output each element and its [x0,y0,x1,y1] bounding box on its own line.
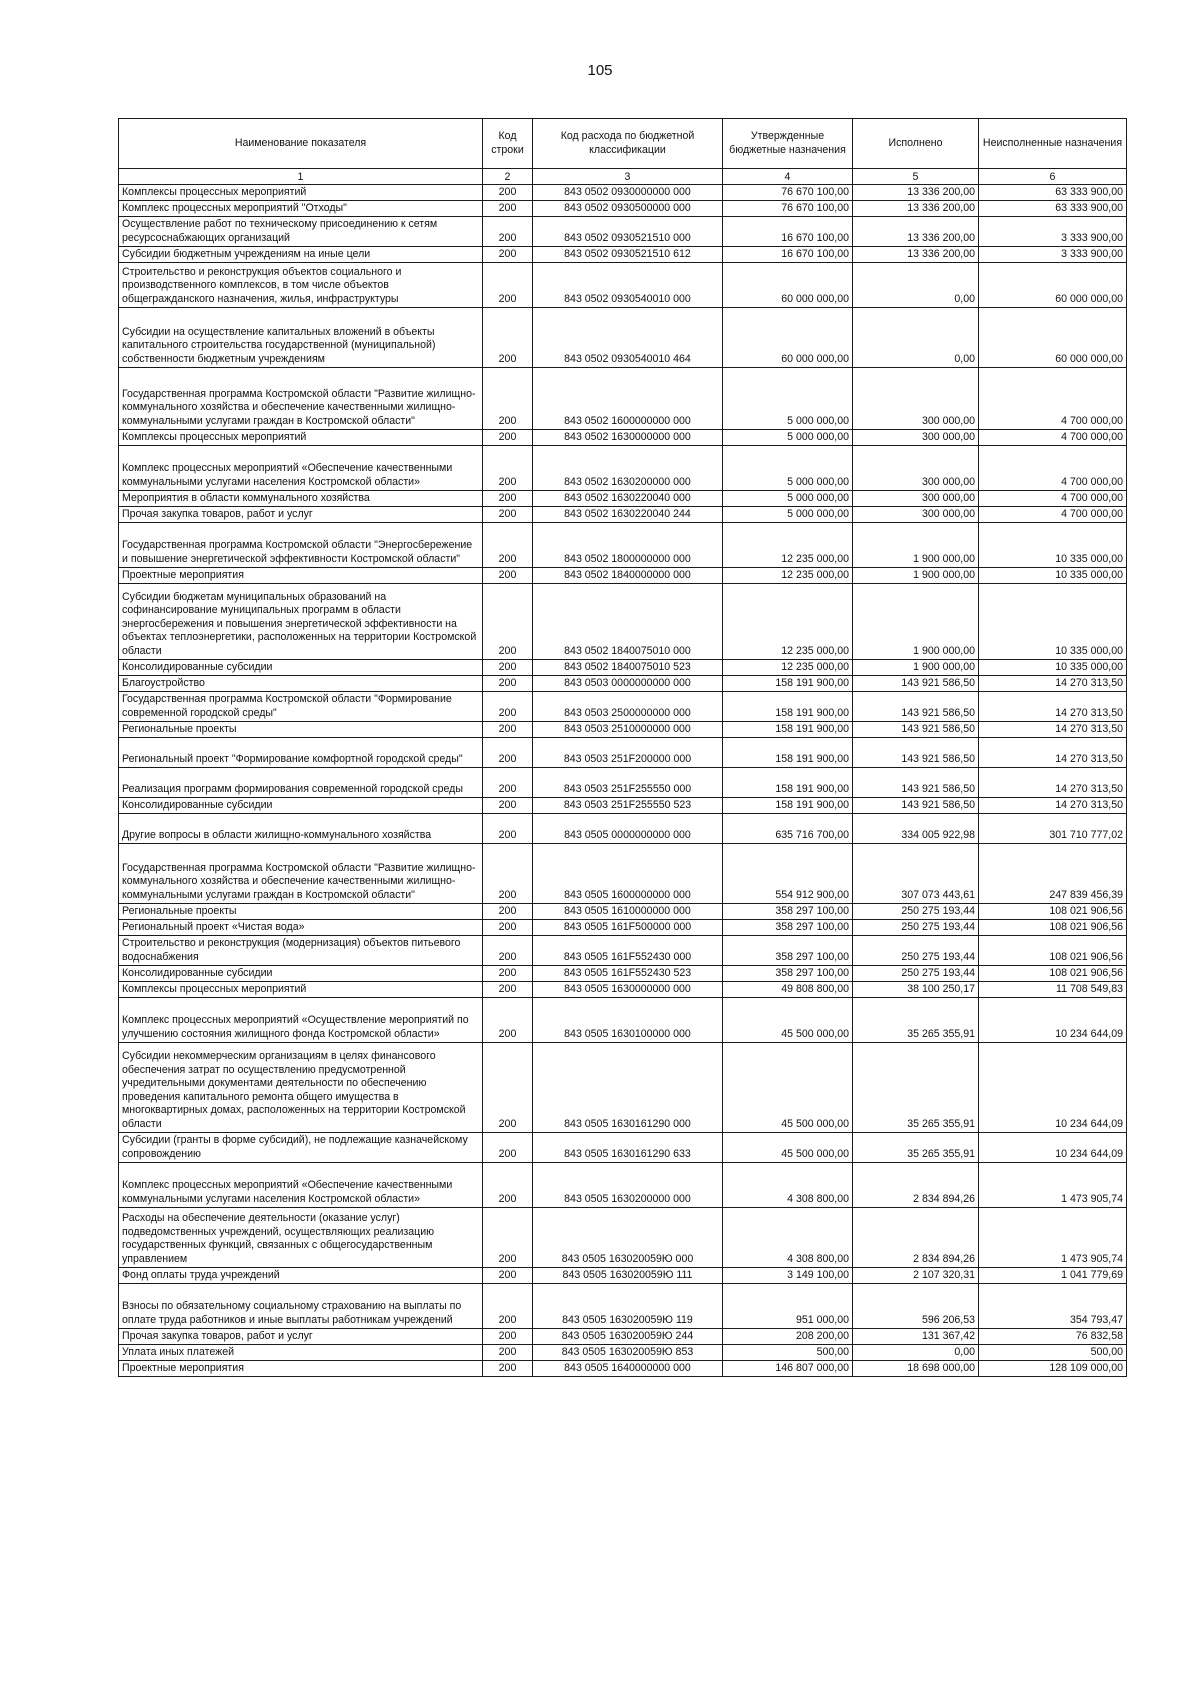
row-classification-code: 843 0502 0930521510 000 [533,217,723,247]
row-classification-code: 843 0505 1600000000 000 [533,844,723,904]
row-approved-amount: 12 235 000,00 [723,660,853,676]
row-name: Благоустройство [119,676,483,692]
row-executed-amount: 300 000,00 [853,507,979,523]
row-unexecuted-amount: 500,00 [979,1345,1127,1361]
header-budget-classification-code: Код расхода по бюджетной классификации [533,119,723,169]
row-executed-amount: 143 921 586,50 [853,692,979,722]
row-approved-amount: 5 000 000,00 [723,430,853,446]
row-line-code: 200 [483,568,533,584]
row-name: Комплексы процессных мероприятий [119,430,483,446]
row-executed-amount: 307 073 443,61 [853,844,979,904]
row-classification-code: 843 0503 2510000000 000 [533,722,723,738]
row-name: Консолидированные субсидии [119,798,483,814]
row-unexecuted-amount: 3 333 900,00 [979,217,1127,247]
row-executed-amount: 143 921 586,50 [853,722,979,738]
row-executed-amount: 0,00 [853,1345,979,1361]
column-number: 2 [483,169,533,185]
row-unexecuted-amount: 4 700 000,00 [979,491,1127,507]
row-executed-amount: 13 336 200,00 [853,201,979,217]
row-unexecuted-amount: 1 473 905,74 [979,1163,1127,1208]
table-row [119,507,1127,523]
row-executed-amount: 143 921 586,50 [853,676,979,692]
row-executed-amount: 2 834 894,26 [853,1163,979,1208]
row-classification-code: 843 0505 163020059Ю 853 [533,1345,723,1361]
page-number: 105 [587,62,613,79]
table-row [119,247,1127,263]
table-row [119,491,1127,507]
row-unexecuted-amount: 4 700 000,00 [979,507,1127,523]
row-name: Консолидированные субсидии [119,660,483,676]
row-executed-amount: 596 206,53 [853,1284,979,1329]
row-approved-amount: 158 191 900,00 [723,676,853,692]
row-approved-amount: 60 000 000,00 [723,308,853,368]
row-approved-amount: 158 191 900,00 [723,722,853,738]
row-name: Субсидии некоммерческим организациям в целях финансового обеспечения затрат по осуществлению предусмотренной учредительными документами деятельности по обеспечению проведения капитального ремонта общего имущества в многоквартирных домах, расположенных на территории Костромской области [119,1043,483,1133]
row-unexecuted-amount: 4 700 000,00 [979,368,1127,430]
row-classification-code: 843 0505 1630100000 000 [533,998,723,1043]
row-name: Уплата иных платежей [119,1345,483,1361]
row-executed-amount: 38 100 250,17 [853,982,979,998]
row-approved-amount: 358 297 100,00 [723,904,853,920]
row-line-code: 200 [483,844,533,904]
row-classification-code: 843 0505 161F552430 000 [533,936,723,966]
row-unexecuted-amount: 11 708 549,83 [979,982,1127,998]
row-executed-amount: 2 834 894,26 [853,1208,979,1268]
row-classification-code: 843 0505 1630000000 000 [533,982,723,998]
row-approved-amount: 45 500 000,00 [723,998,853,1043]
row-line-code: 200 [483,523,533,568]
row-line-code: 200 [483,1163,533,1208]
row-unexecuted-amount: 108 021 906,56 [979,920,1127,936]
row-classification-code: 843 0505 1630161290 000 [533,1043,723,1133]
row-name: Государственная программа Костромской области "Развитие жилищно-коммунального хозяйства и обеспечение качественными жилищно-коммунальными услугами граждан в Костромской области" [119,844,483,904]
row-executed-amount: 250 275 193,44 [853,966,979,982]
table-row [119,368,1127,430]
table-row [119,814,1127,844]
row-line-code: 200 [483,936,533,966]
row-unexecuted-amount: 60 000 000,00 [979,263,1127,308]
row-line-code: 200 [483,430,533,446]
row-approved-amount: 5 000 000,00 [723,368,853,430]
row-approved-amount: 358 297 100,00 [723,966,853,982]
row-classification-code: 843 0505 1610000000 000 [533,904,723,920]
row-approved-amount: 5 000 000,00 [723,491,853,507]
row-executed-amount: 13 336 200,00 [853,185,979,201]
row-unexecuted-amount: 108 021 906,56 [979,904,1127,920]
row-name: Проектные мероприятия [119,1361,483,1377]
row-unexecuted-amount: 14 270 313,50 [979,676,1127,692]
header-unexecuted-appropriations: Неисполненные назначения [979,119,1127,169]
column-number-row [119,169,1127,185]
row-approved-amount: 158 191 900,00 [723,768,853,798]
row-unexecuted-amount: 108 021 906,56 [979,936,1127,966]
row-classification-code: 843 0502 1630220040 244 [533,507,723,523]
row-name: Государственная программа Костромской области "Энергосбережение и повышение энергетической эффективности Костромской области" [119,523,483,568]
row-name: Субсидии бюджетам муниципальных образований на софинансирование муниципальных программ в области энергосбережения и повышения энергетической эффективности на объектах теплоэнергетики, расположенных на территории Костромской области [119,584,483,660]
row-unexecuted-amount: 10 335 000,00 [979,523,1127,568]
row-approved-amount: 358 297 100,00 [723,936,853,966]
row-classification-code: 843 0502 1630220040 000 [533,491,723,507]
row-executed-amount: 300 000,00 [853,430,979,446]
table-row [119,201,1127,217]
row-name: Строительство и реконструкция (модернизация) объектов питьевого водоснабжения [119,936,483,966]
row-name: Осуществление работ по техническому присоединению к сетям ресурсоснабжающих организаций [119,217,483,247]
row-line-code: 200 [483,904,533,920]
row-classification-code: 843 0502 1630200000 000 [533,446,723,491]
table-row [119,1345,1127,1361]
row-unexecuted-amount: 60 000 000,00 [979,308,1127,368]
column-number: 1 [119,169,483,185]
table-header-row [119,119,1127,169]
row-name: Комплекс процессных мероприятий «Обеспечение качественными коммунальными услугами населения Костромской области» [119,1163,483,1208]
row-name: Региональный проект "Формирование комфортной городской среды" [119,738,483,768]
row-line-code: 200 [483,1361,533,1377]
row-approved-amount: 45 500 000,00 [723,1133,853,1163]
row-approved-amount: 45 500 000,00 [723,1043,853,1133]
row-classification-code: 843 0503 251F255550 523 [533,798,723,814]
row-unexecuted-amount: 14 270 313,50 [979,738,1127,768]
table-row [119,1133,1127,1163]
row-classification-code: 843 0502 1840075010 000 [533,584,723,660]
row-classification-code: 843 0505 1630161290 633 [533,1133,723,1163]
row-unexecuted-amount: 10 335 000,00 [979,660,1127,676]
row-line-code: 200 [483,446,533,491]
row-classification-code: 843 0505 1630200000 000 [533,1163,723,1208]
row-approved-amount: 76 670 100,00 [723,185,853,201]
row-unexecuted-amount: 14 270 313,50 [979,692,1127,722]
row-line-code: 200 [483,584,533,660]
table-row [119,185,1127,201]
row-executed-amount: 334 005 922,98 [853,814,979,844]
row-classification-code: 843 0502 1630000000 000 [533,430,723,446]
row-executed-amount: 1 900 000,00 [853,584,979,660]
row-name: Мероприятия в области коммунального хозяйства [119,491,483,507]
row-unexecuted-amount: 1 473 905,74 [979,1208,1127,1268]
row-executed-amount: 143 921 586,50 [853,768,979,798]
row-classification-code: 843 0502 0930500000 000 [533,201,723,217]
row-executed-amount: 300 000,00 [853,368,979,430]
header-indicator-name: Наименование показателя [119,119,483,169]
budget-execution-table [118,118,1127,1377]
row-approved-amount: 76 670 100,00 [723,201,853,217]
row-classification-code: 843 0502 0930540010 464 [533,308,723,368]
row-name: Реализация программ формирования современной городской среды [119,768,483,798]
table-row [119,1208,1127,1268]
table-row [119,430,1127,446]
table-row [119,446,1127,491]
table-row [119,1268,1127,1284]
table-body [119,185,1127,1377]
row-executed-amount: 131 367,42 [853,1329,979,1345]
row-approved-amount: 12 235 000,00 [723,523,853,568]
row-unexecuted-amount: 4 700 000,00 [979,446,1127,491]
row-executed-amount: 250 275 193,44 [853,936,979,966]
row-name: Консолидированные субсидии [119,966,483,982]
row-name: Проектные мероприятия [119,568,483,584]
row-executed-amount: 18 698 000,00 [853,1361,979,1377]
row-line-code: 200 [483,982,533,998]
header-executed: Исполнено [853,119,979,169]
row-approved-amount: 5 000 000,00 [723,446,853,491]
row-line-code: 200 [483,814,533,844]
row-name: Фонд оплаты труда учреждений [119,1268,483,1284]
row-approved-amount: 146 807 000,00 [723,1361,853,1377]
row-line-code: 200 [483,692,533,722]
row-line-code: 200 [483,722,533,738]
row-approved-amount: 12 235 000,00 [723,584,853,660]
row-executed-amount: 300 000,00 [853,491,979,507]
row-approved-amount: 358 297 100,00 [723,920,853,936]
table-row [119,998,1127,1043]
row-unexecuted-amount: 1 041 779,69 [979,1268,1127,1284]
row-line-code: 200 [483,368,533,430]
row-line-code: 200 [483,247,533,263]
row-name: Субсидии (гранты в форме субсидий), не подлежащие казначейскому сопровождению [119,1133,483,1163]
row-line-code: 200 [483,676,533,692]
row-executed-amount: 300 000,00 [853,446,979,491]
table-row [119,692,1127,722]
row-line-code: 200 [483,768,533,798]
row-classification-code: 843 0503 2500000000 000 [533,692,723,722]
row-executed-amount: 13 336 200,00 [853,247,979,263]
row-unexecuted-amount: 10 234 644,09 [979,1043,1127,1133]
header-approved-appropriations: Утвержденные бюджетные назначения [723,119,853,169]
row-classification-code: 843 0502 1600000000 000 [533,368,723,430]
row-executed-amount: 143 921 586,50 [853,738,979,768]
table-row [119,768,1127,798]
row-line-code: 200 [483,507,533,523]
row-executed-amount: 1 900 000,00 [853,660,979,676]
row-executed-amount: 35 265 355,91 [853,1133,979,1163]
row-line-code: 200 [483,1329,533,1345]
table-row [119,308,1127,368]
row-name: Прочая закупка товаров, работ и услуг [119,507,483,523]
row-executed-amount: 35 265 355,91 [853,998,979,1043]
row-line-code: 200 [483,998,533,1043]
row-classification-code: 843 0502 0930540010 000 [533,263,723,308]
row-classification-code: 843 0502 0930521510 612 [533,247,723,263]
row-executed-amount: 35 265 355,91 [853,1043,979,1133]
row-unexecuted-amount: 10 234 644,09 [979,998,1127,1043]
table-row [119,660,1127,676]
header-line-code: Код строки [483,119,533,169]
row-unexecuted-amount: 10 335 000,00 [979,568,1127,584]
row-name: Комплекс процессных мероприятий "Отходы" [119,201,483,217]
row-unexecuted-amount: 10 234 644,09 [979,1133,1127,1163]
row-approved-amount: 4 308 800,00 [723,1208,853,1268]
row-line-code: 200 [483,738,533,768]
row-line-code: 200 [483,201,533,217]
row-executed-amount: 0,00 [853,308,979,368]
row-unexecuted-amount: 76 832,58 [979,1329,1127,1345]
row-name: Расходы на обеспечение деятельности (оказание услуг) подведомственных учреждений, осуществляющих реализацию государственных функций, связанных с общегосударственным управлением [119,1208,483,1268]
row-approved-amount: 554 912 900,00 [723,844,853,904]
row-unexecuted-amount: 14 270 313,50 [979,722,1127,738]
column-number: 3 [533,169,723,185]
row-name: Строительство и реконструкция объектов социального и производственного комплексов, в том числе объектов общегражданского назначения, жилья, инфраструктуры [119,263,483,308]
row-line-code: 200 [483,491,533,507]
row-approved-amount: 49 808 800,00 [723,982,853,998]
row-approved-amount: 500,00 [723,1345,853,1361]
row-unexecuted-amount: 247 839 456,39 [979,844,1127,904]
row-approved-amount: 12 235 000,00 [723,568,853,584]
row-classification-code: 843 0505 1640000000 000 [533,1361,723,1377]
table-row [119,1361,1127,1377]
row-line-code: 200 [483,263,533,308]
table-row [119,584,1127,660]
row-approved-amount: 16 670 100,00 [723,217,853,247]
row-approved-amount: 5 000 000,00 [723,507,853,523]
table-row [119,966,1127,982]
table-row [119,1043,1127,1133]
row-line-code: 200 [483,1284,533,1329]
row-name: Комплексы процессных мероприятий [119,185,483,201]
table-row [119,568,1127,584]
row-name: Другие вопросы в области жилищно-коммунального хозяйства [119,814,483,844]
row-classification-code: 843 0503 251F200000 000 [533,738,723,768]
row-approved-amount: 16 670 100,00 [723,247,853,263]
row-name: Комплекс процессных мероприятий «Обеспечение качественными коммунальными услугами населения Костромской области» [119,446,483,491]
table-row [119,523,1127,568]
row-classification-code: 843 0502 1840075010 523 [533,660,723,676]
row-executed-amount: 250 275 193,44 [853,920,979,936]
row-unexecuted-amount: 3 333 900,00 [979,247,1127,263]
table-row [119,738,1127,768]
row-approved-amount: 3 149 100,00 [723,1268,853,1284]
row-classification-code: 843 0505 161F500000 000 [533,920,723,936]
column-number: 6 [979,169,1127,185]
row-classification-code: 843 0505 163020059Ю 119 [533,1284,723,1329]
row-name: Государственная программа Костромской области "Формирование современной городской среды" [119,692,483,722]
table-row [119,936,1127,966]
table-row [119,263,1127,308]
row-classification-code: 843 0505 0000000000 000 [533,814,723,844]
row-unexecuted-amount: 301 710 777,02 [979,814,1127,844]
row-name: Региональные проекты [119,904,483,920]
row-name: Взносы по обязательному социальному страхованию на выплаты по оплате труда работников и иные выплаты работникам учреждений [119,1284,483,1329]
row-executed-amount: 143 921 586,50 [853,798,979,814]
table-row [119,904,1127,920]
row-line-code: 200 [483,1043,533,1133]
table-row [119,1284,1127,1329]
row-executed-amount: 13 336 200,00 [853,217,979,247]
row-classification-code: 843 0502 0930000000 000 [533,185,723,201]
row-unexecuted-amount: 128 109 000,00 [979,1361,1127,1377]
row-executed-amount: 250 275 193,44 [853,904,979,920]
row-name: Комплекс процессных мероприятий «Осуществление мероприятий по улучшению состояния жилищного фонда Костромской области» [119,998,483,1043]
row-approved-amount: 158 191 900,00 [723,692,853,722]
row-approved-amount: 60 000 000,00 [723,263,853,308]
row-line-code: 200 [483,1268,533,1284]
row-approved-amount: 4 308 800,00 [723,1163,853,1208]
row-approved-amount: 951 000,00 [723,1284,853,1329]
row-line-code: 200 [483,660,533,676]
row-classification-code: 843 0502 1840000000 000 [533,568,723,584]
row-name: Прочая закупка товаров, работ и услуг [119,1329,483,1345]
table-row [119,676,1127,692]
column-number: 4 [723,169,853,185]
row-executed-amount: 2 107 320,31 [853,1268,979,1284]
row-classification-code: 843 0503 0000000000 000 [533,676,723,692]
row-unexecuted-amount: 63 333 900,00 [979,201,1127,217]
row-line-code: 200 [483,217,533,247]
row-name: Комплексы процессных мероприятий [119,982,483,998]
row-unexecuted-amount: 14 270 313,50 [979,798,1127,814]
row-line-code: 200 [483,920,533,936]
row-approved-amount: 158 191 900,00 [723,738,853,768]
row-classification-code: 843 0503 251F255550 000 [533,768,723,798]
row-line-code: 200 [483,966,533,982]
table-row [119,1163,1127,1208]
row-unexecuted-amount: 14 270 313,50 [979,768,1127,798]
table-row [119,982,1127,998]
row-name: Региональный проект «Чистая вода» [119,920,483,936]
row-executed-amount: 0,00 [853,263,979,308]
row-name: Государственная программа Костромской области "Развитие жилищно-коммунального хозяйства и обеспечение качественными жилищно-коммунальными услугами граждан в Костромской области" [119,368,483,430]
row-approved-amount: 158 191 900,00 [723,798,853,814]
row-line-code: 200 [483,1345,533,1361]
row-approved-amount: 635 716 700,00 [723,814,853,844]
table-row [119,217,1127,247]
row-classification-code: 843 0505 163020059Ю 244 [533,1329,723,1345]
row-unexecuted-amount: 10 335 000,00 [979,584,1127,660]
row-classification-code: 843 0505 161F552430 523 [533,966,723,982]
row-approved-amount: 208 200,00 [723,1329,853,1345]
row-unexecuted-amount: 108 021 906,56 [979,966,1127,982]
table-row [119,844,1127,904]
row-unexecuted-amount: 354 793,47 [979,1284,1127,1329]
row-name: Региональные проекты [119,722,483,738]
column-number: 5 [853,169,979,185]
row-classification-code: 843 0502 1800000000 000 [533,523,723,568]
row-unexecuted-amount: 63 333 900,00 [979,185,1127,201]
row-executed-amount: 1 900 000,00 [853,568,979,584]
row-line-code: 200 [483,308,533,368]
table-row [119,1329,1127,1345]
row-line-code: 200 [483,1208,533,1268]
row-classification-code: 843 0505 163020059Ю 000 [533,1208,723,1268]
row-name: Субсидии бюджетным учреждениям на иные цели [119,247,483,263]
row-unexecuted-amount: 4 700 000,00 [979,430,1127,446]
row-line-code: 200 [483,1133,533,1163]
row-line-code: 200 [483,185,533,201]
row-classification-code: 843 0505 163020059Ю 111 [533,1268,723,1284]
row-name: Субсидии на осуществление капитальных вложений в объекты капитального строительства государственной (муниципальной) собственности бюджетным учреждениям [119,308,483,368]
row-executed-amount: 1 900 000,00 [853,523,979,568]
row-line-code: 200 [483,798,533,814]
table-row [119,722,1127,738]
table-row [119,798,1127,814]
table-row [119,920,1127,936]
